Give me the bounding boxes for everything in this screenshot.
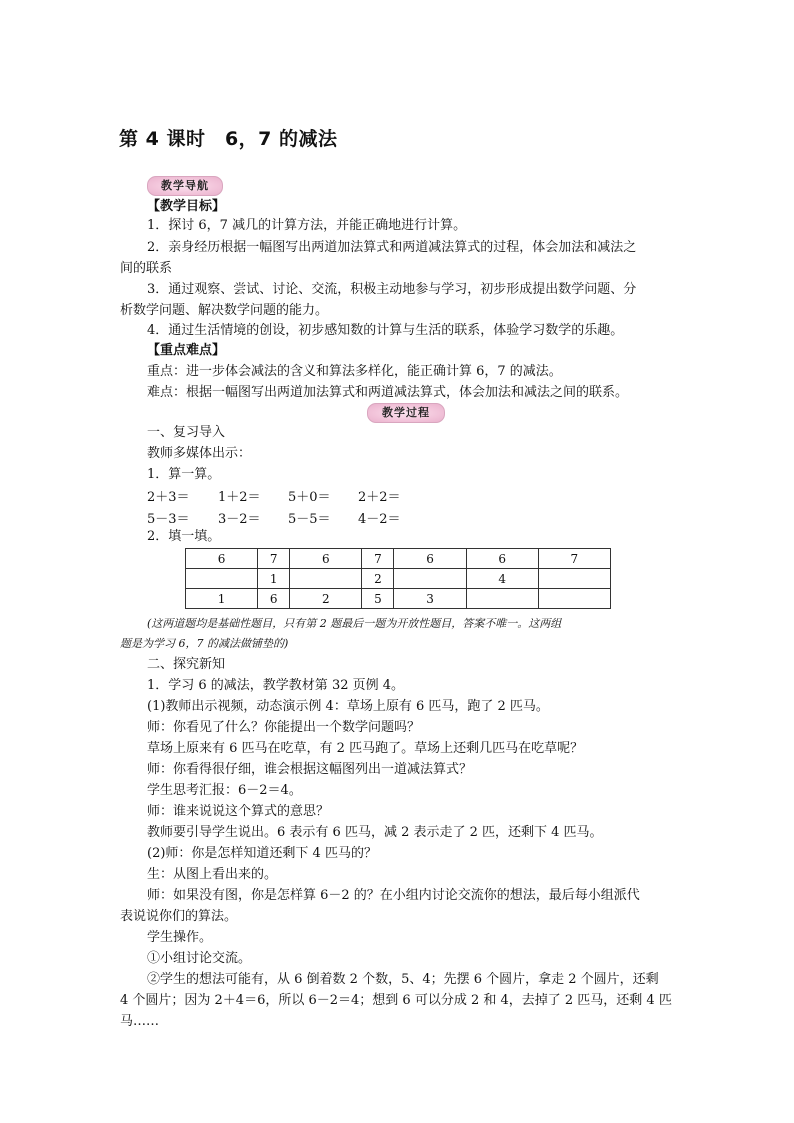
table-row <box>186 569 611 589</box>
question-2-label: 2．填一填。 <box>147 529 221 544</box>
key-point-line: 重点：进一步体会减法的含义和算法多样化，能正确计算 6，7 的减法。 <box>147 364 562 379</box>
table-cell: 1 <box>258 569 290 589</box>
fill-in-table <box>185 548 611 609</box>
table-cell: 7 <box>362 549 394 569</box>
body-line: 师：你看得很仔细，谁会根据这幅图列出一道减法算式？ <box>147 762 473 777</box>
goal-line: 间的联系 <box>120 261 173 276</box>
body-line: 4 个圆片；因为 2＋4＝6，所以 6－2＝4；想到 6 可以分成 2 和 4，去掉了 2 匹马，还剩 4 匹 <box>120 993 672 1008</box>
body-line: ①小组讨论交流。 <box>147 951 252 966</box>
table-cell <box>290 569 362 589</box>
goal-line: 1．探讨 6，7 减几的计算方法，并能正确地进行计算。 <box>147 218 467 233</box>
table-cell: 6 <box>466 549 538 569</box>
equation: 3－2＝ <box>218 512 261 527</box>
equation: 2＋3＝ <box>147 490 190 505</box>
table-cell: 6 <box>290 549 362 569</box>
equation: 5＋0＝ <box>288 490 331 505</box>
table-cell: 7 <box>258 549 290 569</box>
teacher-note: 题是为学习 6，7 的减法做铺垫的) <box>120 637 289 650</box>
table-cell <box>538 589 610 609</box>
table-cell <box>186 569 258 589</box>
table-cell: 2 <box>290 589 362 609</box>
table-cell <box>538 569 610 589</box>
table-cell: 5 <box>362 589 394 609</box>
question-1-label: 1．算一算。 <box>147 467 221 482</box>
table-cell: 6 <box>258 589 290 609</box>
equation: 1＋2＝ <box>218 490 261 505</box>
difficult-point-line: 难点：根据一幅图写出两道加法算式和两道减法算式，体会加法和减法之间的联系。 <box>147 385 629 400</box>
goal-line: 3．通过观察、尝试、讨论、交流，积极主动地参与学习，初步形成提出数学问题、分 <box>147 282 637 297</box>
key-points-heading: 【重点难点】 <box>147 343 226 358</box>
equation: 5－5＝ <box>288 512 331 527</box>
table-cell: 6 <box>186 549 258 569</box>
lesson-title: 第 4 课时 6，7 的减法 <box>119 128 338 150</box>
teaching-process-badge: 教学过程 <box>367 403 445 423</box>
equation: 2＋2＝ <box>358 490 401 505</box>
body-line: 表说说你们的算法。 <box>120 909 238 924</box>
body-line: 生：从图上看出来的。 <box>147 867 278 882</box>
body-line: 师：你看见了什么？你能提出一个数学问题吗？ <box>147 720 421 735</box>
body-line: ②学生的想法可能有，从 6 倒着数 2 个数，5、4；先摆 6 个圆片，拿走 2 个圆片，还剩 <box>147 972 659 987</box>
table-row <box>186 549 611 569</box>
equation: 4－2＝ <box>358 512 401 527</box>
goal-line: 2．亲身经历根据一幅图写出两道加法算式和两道减法算式的过程，体会加法和减法之 <box>147 240 637 255</box>
section-heading-explore: 二、探究新知 <box>147 657 226 672</box>
body-line: 学生思考汇报：6－2＝4。 <box>147 783 302 798</box>
body-line: 教师要引导学生说出。6 表示有 6 匹马，减 2 表示走了 2 匹，还剩下 4 匹马。 <box>147 825 603 840</box>
table-row <box>186 589 611 609</box>
teaching-navigation-badge: 教学导航 <box>147 176 223 196</box>
table-cell: 6 <box>394 549 466 569</box>
teacher-note: (这两道题均是基础性题目，只有第 2 题最后一题为开放性题目，答案不唯一。这两组 <box>147 617 562 630</box>
body-line: 草场上原来有 6 匹马在吃草，有 2 匹马跑了。草场上还剩几匹马在吃草呢？ <box>147 741 584 756</box>
table-cell <box>394 569 466 589</box>
body-line: (1)教师出示视频，动态演示例 4：草场上原有 6 匹马，跑了 2 匹马。 <box>147 699 549 714</box>
body-line: 马…… <box>120 1014 160 1029</box>
section-intro: 教师多媒体出示： <box>147 446 252 461</box>
body-line: 1．学习 6 的减法，教学教材第 32 页例 4。 <box>147 678 405 693</box>
body-line: 师：谁来说说这个算式的意思？ <box>147 804 330 819</box>
table-cell: 3 <box>394 589 466 609</box>
goals-heading: 【教学目标】 <box>147 199 226 214</box>
section-heading-review: 一、复习导入 <box>147 425 226 440</box>
equation: 5－3＝ <box>147 512 190 527</box>
goal-line: 析数学问题、解决数学问题的能力。 <box>120 303 329 318</box>
table-cell: 7 <box>538 549 610 569</box>
table-cell: 4 <box>466 569 538 589</box>
body-line: (2)师：你是怎样知道还剩下 4 匹马的？ <box>147 846 377 861</box>
body-line: 师：如果没有图，你是怎样算 6－2 的？在小组内讨论交流你的想法，最后每小组派代 <box>147 888 640 903</box>
table-cell: 1 <box>186 589 258 609</box>
table-cell <box>466 589 538 609</box>
table-cell: 2 <box>362 569 394 589</box>
goal-line: 4．通过生活情境的创设，初步感知数的计算与生活的联系，体验学习数学的乐趣。 <box>147 323 624 338</box>
body-line: 学生操作。 <box>147 930 213 945</box>
